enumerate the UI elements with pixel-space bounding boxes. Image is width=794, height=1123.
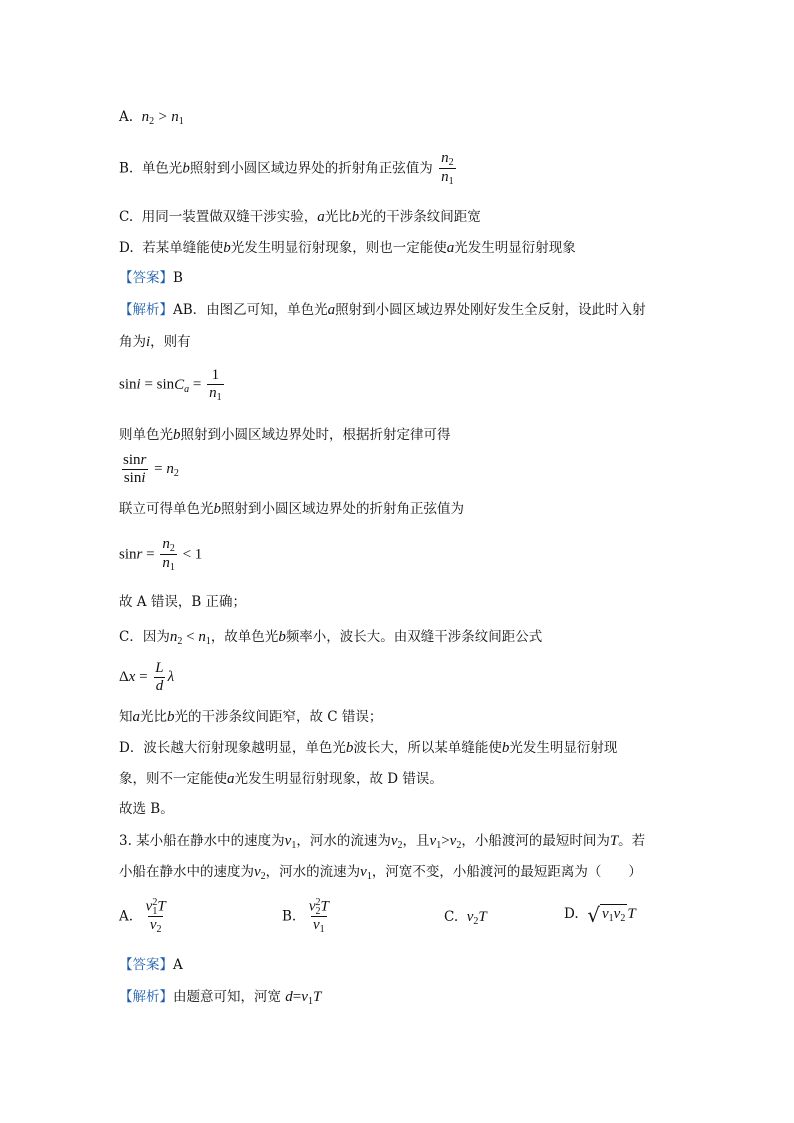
math-n2: $n_2$ [141, 109, 155, 127]
text: 由题意可知，河宽 [173, 989, 281, 1005]
var-b: b [173, 427, 181, 443]
text: 光的干涉条纹间距宽 [359, 209, 481, 225]
text: 则单色光 [119, 427, 173, 443]
analysis-tag: 【解析】 [119, 989, 173, 1005]
option-label: C. [444, 909, 459, 925]
text: 单色光 [141, 160, 183, 177]
analysis-line-5 [119, 594, 246, 610]
equation-sinr: sinr = $\frac{n_2}{n_1}$ < 1 [119, 536, 203, 573]
question-3-line-2: 小船在静水中的速度为$v_2$，河水的流速为$v_1$，河宽不变，小船渡河的最短距离为（ ） [119, 864, 642, 882]
option-label: B. [282, 908, 297, 925]
answer-line-2 [119, 957, 183, 973]
text: 角为 [119, 334, 146, 350]
equation-sini: sini = sinC$_a$ = $\frac{1}{n_1}$ [119, 367, 222, 403]
text: 故选 B。 [119, 801, 174, 817]
text: D．波长越大衍射现象越明显，单色光 [119, 740, 346, 756]
analysis-tag: 【解析】 [119, 302, 173, 318]
option-label: B. [119, 160, 134, 177]
equation-snell: $\frac{\sin r}{\sin i}$ = $n_2$ [123, 452, 179, 486]
text: ，河水的流速为 [296, 833, 391, 849]
text: AB．由图乙可知，单色光 [173, 302, 328, 318]
option-a [119, 108, 184, 128]
analysis-line-10 [119, 801, 174, 817]
var-b: b [501, 740, 510, 756]
text: ，小船渡河的最短时间为 [461, 833, 610, 849]
fraction-v2sqT-v1: v 2 2 T $v_1$ [308, 897, 329, 935]
var-b: b [213, 501, 221, 517]
fraction-n2-n1: $\frac{n_2}{n_1}$ [162, 536, 175, 573]
text: 光发生明显衍射现 [509, 740, 618, 756]
var-b: b [223, 240, 231, 256]
text: ，河水的流速为 [265, 864, 361, 880]
text: 象，则不一定能使 [119, 771, 227, 787]
option-label: A. [119, 908, 134, 925]
analysis-line-9 [119, 770, 443, 788]
analysis-line-3 [119, 426, 451, 444]
text: 知 [119, 709, 133, 725]
analysis-line-4 [119, 500, 464, 518]
equation-fringe-spacing: Δx = $\frac{L}{d}$ λ [119, 660, 175, 694]
text: 用同一装置做双缝干涉实验， [141, 209, 318, 225]
text: ，则有 [150, 334, 191, 350]
text: 照射到小圆区域边界处的折射角正弦值为 [189, 160, 433, 177]
text: 波长大，所以某单缝能使 [353, 740, 502, 756]
var-a: a [317, 209, 325, 225]
text: 联立可得单色光 [119, 501, 214, 517]
option-d [119, 239, 576, 257]
text: 照射到小圆区域边界处的折射角正弦值为 [221, 501, 464, 517]
math-op: > [158, 109, 167, 125]
var-a: a [446, 240, 455, 256]
analysis-line-6: C．因为$n_2 < n_1$，故单色光b频率小，波长大。由双缝干涉条纹间距公式 [119, 629, 543, 647]
q3-option-b [282, 898, 333, 936]
text: C．因为 [119, 629, 170, 645]
var-a: a [327, 302, 336, 318]
var-a: a [132, 709, 140, 725]
analysis-2-line-1: 【解析】由题意可知，河宽 $d=v_1T$ [119, 989, 322, 1007]
text: 3. 某小船在静水中的速度为 [119, 833, 285, 849]
answer-value: B [173, 270, 183, 286]
text: 照射到小圆区域边界处刚好发生全反射，设此时入射 [335, 302, 646, 318]
text: 。若 [618, 833, 646, 849]
text: 光发生明显衍射现象 [454, 240, 576, 256]
text: 光比 [324, 209, 352, 225]
analysis-line-8 [119, 739, 617, 757]
sqrt-v1v2: √ $v_1v_2$ [587, 903, 626, 927]
fraction-n2-n1: $\frac{n_2}{n_1}$ [441, 150, 454, 187]
text: 小船在静水中的速度为 [119, 864, 254, 880]
analysis-line-2 [119, 333, 191, 351]
answer-line [119, 270, 183, 286]
q3-option-d: D. √ $v_1v_2$ T [564, 903, 636, 927]
text: 若某单缝能使 [142, 240, 224, 256]
text: 光比 [140, 709, 167, 725]
text: 故 A 错误，B 正确； [119, 594, 247, 610]
option-label: C. [119, 209, 134, 225]
var-b: b [182, 160, 190, 177]
text: 光发生明显衍射现象，故 D 错误。 [234, 771, 443, 787]
fraction-v1sqT-v2: v 2 1 T $v_2$ [145, 897, 166, 935]
var-b: b [351, 209, 360, 225]
analysis-line-7 [119, 708, 382, 726]
option-label: A. [119, 109, 134, 125]
math-n1: $n_1$ [171, 109, 184, 127]
fraction-sinr-sini: $\frac{\sin r}{\sin i}$ [123, 452, 147, 486]
option-c [119, 208, 481, 226]
answer-tag: 【答案】 [119, 270, 173, 286]
question-3-line-1: 3. 某小船在静水中的速度为$v_1$，河水的流速为$v_2$，且$v_1>v_2$，小船渡河的最短时间为T。若 [119, 833, 646, 851]
var-a: a [227, 771, 235, 787]
answer-value: A [173, 957, 183, 973]
option-label: D. [119, 240, 134, 256]
fraction-1-n1: $\frac{1}{n_1}$ [209, 367, 222, 403]
var-b: b [278, 629, 286, 645]
text: ，且 [402, 833, 430, 849]
answer-tag: 【答案】 [119, 957, 173, 973]
option-b [119, 150, 458, 188]
text: ，故单色光 [210, 629, 279, 645]
var-b: b [345, 740, 354, 756]
text: ，河宽不变，小船渡河的最短距离为（ ） [371, 864, 642, 880]
analysis-line-1 [119, 301, 646, 319]
q3-option-c: C. $v_2T$ [444, 909, 487, 927]
text: 频率小，波长大。由双缝干涉条纹间距公式 [285, 629, 543, 645]
q3-option-a [119, 898, 170, 936]
option-label: D. [564, 906, 579, 922]
text: 光发生明显衍射现象，则也一定能使 [230, 240, 447, 256]
text: 照射到小圆区域边界处时，根据折射定律可得 [180, 427, 451, 443]
var-i: i [146, 334, 151, 350]
fraction-L-d: $\frac{L}{d}$ [155, 660, 164, 694]
var-b: b [167, 709, 175, 725]
text: 光的干涉条纹间距窄，故 C 错误； [174, 709, 383, 725]
